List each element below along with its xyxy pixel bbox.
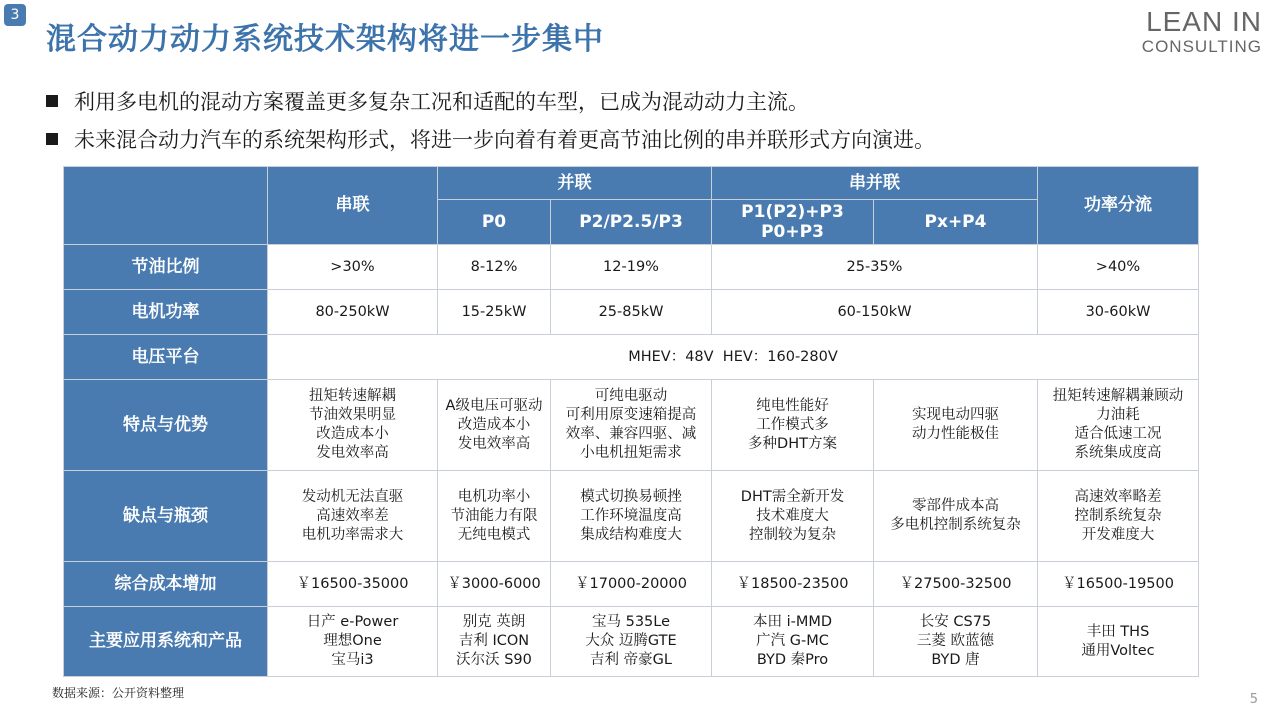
header-power-split: 功率分流: [1038, 167, 1199, 245]
table-row-motor-power: [64, 290, 1199, 335]
cell-voltage-platform: MHEV：48V HEV：160-280V: [268, 335, 1199, 380]
page-number: 5: [1249, 692, 1258, 707]
lean-in-consulting-logo: [1142, 8, 1262, 55]
cell-products-power-split: [1038, 607, 1199, 677]
cell-line: 控制较为复杂: [749, 526, 836, 543]
header-line: P1(P2)+P3: [741, 202, 844, 222]
cell-line: 发电效率高: [316, 445, 389, 461]
row-label-cost: 综合成本增加: [64, 562, 268, 607]
cell-line: 改造成本小: [316, 426, 389, 442]
bullet-list: [46, 82, 935, 158]
cell-drawbacks-power-split: [1038, 471, 1199, 562]
data-source-note: 数据来源：公开资料整理: [52, 686, 185, 700]
cell-features-p2: [551, 380, 712, 471]
row-label-voltage: 电压平台: [64, 335, 268, 380]
cell-features-power-split: [1038, 380, 1199, 471]
header-p0: P0: [438, 200, 551, 245]
cell-line: 多电机控制系统复杂: [890, 517, 1021, 533]
architecture-comparison-table: [63, 166, 1199, 677]
cell-fuel-saving-p2: 12-19%: [551, 245, 712, 290]
cell-line: DHT需全新开发: [740, 488, 845, 505]
header-line: P0+P3: [761, 222, 824, 242]
cell-products-p0: [438, 607, 551, 677]
cell-line: 高速效率略差: [1074, 488, 1162, 505]
header-series-parallel: 串并联: [712, 167, 1038, 200]
header-p2-p2.5-p3: P2/P2.5/P3: [551, 200, 712, 245]
cell-line: 模式切换易顿挫: [580, 488, 682, 505]
row-label-products: 主要应用系统和产品: [64, 607, 268, 677]
cell-fuel-saving-p0: 8-12%: [438, 245, 551, 290]
cell-line: 无纯电模式: [457, 526, 531, 543]
cell-line: 可纯电驱动: [594, 388, 668, 404]
cell-drawbacks-p1: [712, 471, 874, 562]
cell-line: 工作模式多: [756, 416, 829, 433]
cell-drawbacks-series: [268, 471, 438, 562]
cell-cost-series: ￥16500-35000: [268, 562, 438, 607]
cell-line: 扭矩转速解耦: [309, 388, 396, 404]
cell-products-px: [874, 607, 1038, 677]
cell-fuel-saving-series: >30%: [268, 245, 438, 290]
cell-features-series: [268, 380, 438, 471]
cell-cost-p1: ￥18500-23500: [712, 562, 874, 607]
cell-motor-power-series-parallel: 60-150kW: [712, 290, 1038, 335]
cell-motor-power-p2: 25-85kW: [551, 290, 712, 335]
architecture-comparison-table-wrapper: [63, 166, 1198, 677]
table-row-products: [64, 607, 1199, 677]
logo-line-2: CONSULTING: [1141, 37, 1262, 56]
cell-line: 沃尔沃 S90: [456, 652, 532, 668]
cell-line: 扭矩转速解耦兼顾动: [1052, 388, 1184, 404]
table-row-fuel-saving: [64, 245, 1199, 290]
cell-features-p0: [438, 380, 551, 471]
table-row-drawbacks: [64, 471, 1199, 562]
cell-line: 效率、兼容四驱、减: [565, 426, 697, 442]
cell-motor-power-p0: 15-25kW: [438, 290, 551, 335]
slide-number-badge: 3: [4, 4, 26, 26]
cell-line: 广汽 G-MC: [756, 633, 829, 649]
cell-line: 工作环境温度高: [580, 507, 682, 524]
table-row-features: [64, 380, 1199, 471]
cell-drawbacks-p0: [438, 471, 551, 562]
cell-line: 纯电性能好: [756, 397, 829, 414]
cell-drawbacks-px: [874, 471, 1038, 562]
cell-line: 动力性能极佳: [912, 426, 999, 442]
cell-line: 开发难度大: [1081, 526, 1155, 543]
cell-products-p2: [551, 607, 712, 677]
cell-line: 别克 英朗: [462, 614, 526, 630]
table-corner-cell: [64, 167, 268, 245]
cell-line: 大众 迈腾GTE: [585, 633, 677, 649]
cell-line: 可利用原变速箱提高: [565, 407, 697, 423]
row-label-fuel-saving: 节油比例: [64, 245, 268, 290]
row-label-features: 特点与优势: [64, 380, 268, 471]
cell-line: 力油耗: [1096, 407, 1140, 423]
cell-line: 三菱 欧蓝德: [916, 633, 995, 649]
square-bullet-icon: [46, 95, 58, 107]
cell-line: 宝马i3: [331, 652, 374, 668]
page-title: 混合动力动力系统技术架构将进一步集中: [46, 22, 604, 57]
cell-line: 高速效率差: [316, 507, 389, 524]
cell-cost-px: ￥27500-32500: [874, 562, 1038, 607]
header-px-p4: Px+P4: [874, 200, 1038, 245]
header-series: 串联: [268, 167, 438, 245]
cell-line: 集成结构难度大: [580, 526, 682, 543]
cell-line: 改造成本小: [457, 416, 531, 433]
cell-line: 理想One: [323, 633, 382, 649]
cell-line: BYD 秦Pro: [756, 652, 829, 668]
cell-line: 实现电动四驱: [912, 407, 999, 423]
cell-fuel-saving-series-parallel: 25-35%: [712, 245, 1038, 290]
cell-line: 节油效果明显: [309, 407, 396, 423]
cell-line: 多种DHT方案: [748, 435, 837, 452]
row-label-motor-power: 电机功率: [64, 290, 268, 335]
cell-products-series: [268, 607, 438, 677]
cell-cost-power-split: ￥16500-19500: [1038, 562, 1199, 607]
cell-line: 电机功率小: [457, 488, 531, 505]
cell-cost-p0: ￥3000-6000: [438, 562, 551, 607]
cell-line: 系统集成度高: [1074, 445, 1162, 461]
cell-line: 丰田 THS: [1086, 623, 1150, 640]
bullet-text: 利用多电机的混动方案覆盖更多复杂工况和适配的车型，已成为混动动力主流。: [74, 90, 809, 114]
cell-line: 控制系统复杂: [1074, 507, 1162, 524]
bullet-text: 未来混合动力汽车的系统架构形式，将进一步向着有着更高节油比例的串并联形式方向演进。: [74, 128, 935, 152]
cell-line: 节油能力有限: [450, 507, 538, 524]
cell-line: 技术难度大: [756, 507, 829, 524]
cell-products-p1: [712, 607, 874, 677]
cell-line: 宝马 535Le: [591, 614, 671, 630]
row-label-drawbacks: 缺点与瓶颈: [64, 471, 268, 562]
cell-line: 长安 CS75: [919, 614, 992, 630]
cell-cost-p2: ￥17000-20000: [551, 562, 712, 607]
cell-fuel-saving-power-split: >40%: [1038, 245, 1199, 290]
cell-features-p1: [712, 380, 874, 471]
bullet-item: [46, 82, 935, 120]
header-parallel: 并联: [438, 167, 712, 200]
cell-line: 电机功率需求大: [301, 526, 404, 543]
cell-line: 吉利 ICON: [458, 633, 530, 649]
table-row-voltage: [64, 335, 1199, 380]
cell-line: 小电机扭矩需求: [580, 445, 682, 461]
cell-line: 适合低速工况: [1074, 426, 1162, 442]
logo-line-1: LEAN IN: [1146, 6, 1262, 37]
table-row-cost: [64, 562, 1199, 607]
bullet-item: [46, 120, 935, 158]
cell-motor-power-power-split: 30-60kW: [1038, 290, 1199, 335]
cell-line: 本田 i-MMD: [752, 614, 833, 630]
cell-line: 零部件成本高: [912, 498, 999, 514]
cell-drawbacks-p2: [551, 471, 712, 562]
cell-line: 吉利 帝豪GL: [590, 652, 672, 668]
square-bullet-icon: [46, 133, 58, 145]
header-p1-p3-p0-p3: [712, 200, 874, 245]
cell-line: 日产 e-Power: [306, 614, 399, 630]
cell-line: BYD 唐: [931, 652, 980, 668]
cell-motor-power-series: 80-250kW: [268, 290, 438, 335]
cell-line: 发动机无法直驱: [301, 488, 404, 505]
cell-line: A级电压可驱动: [445, 397, 543, 414]
cell-line: 通用Voltec: [1081, 642, 1155, 659]
cell-line: 发电效率高: [457, 435, 531, 452]
cell-features-px: [874, 380, 1038, 471]
